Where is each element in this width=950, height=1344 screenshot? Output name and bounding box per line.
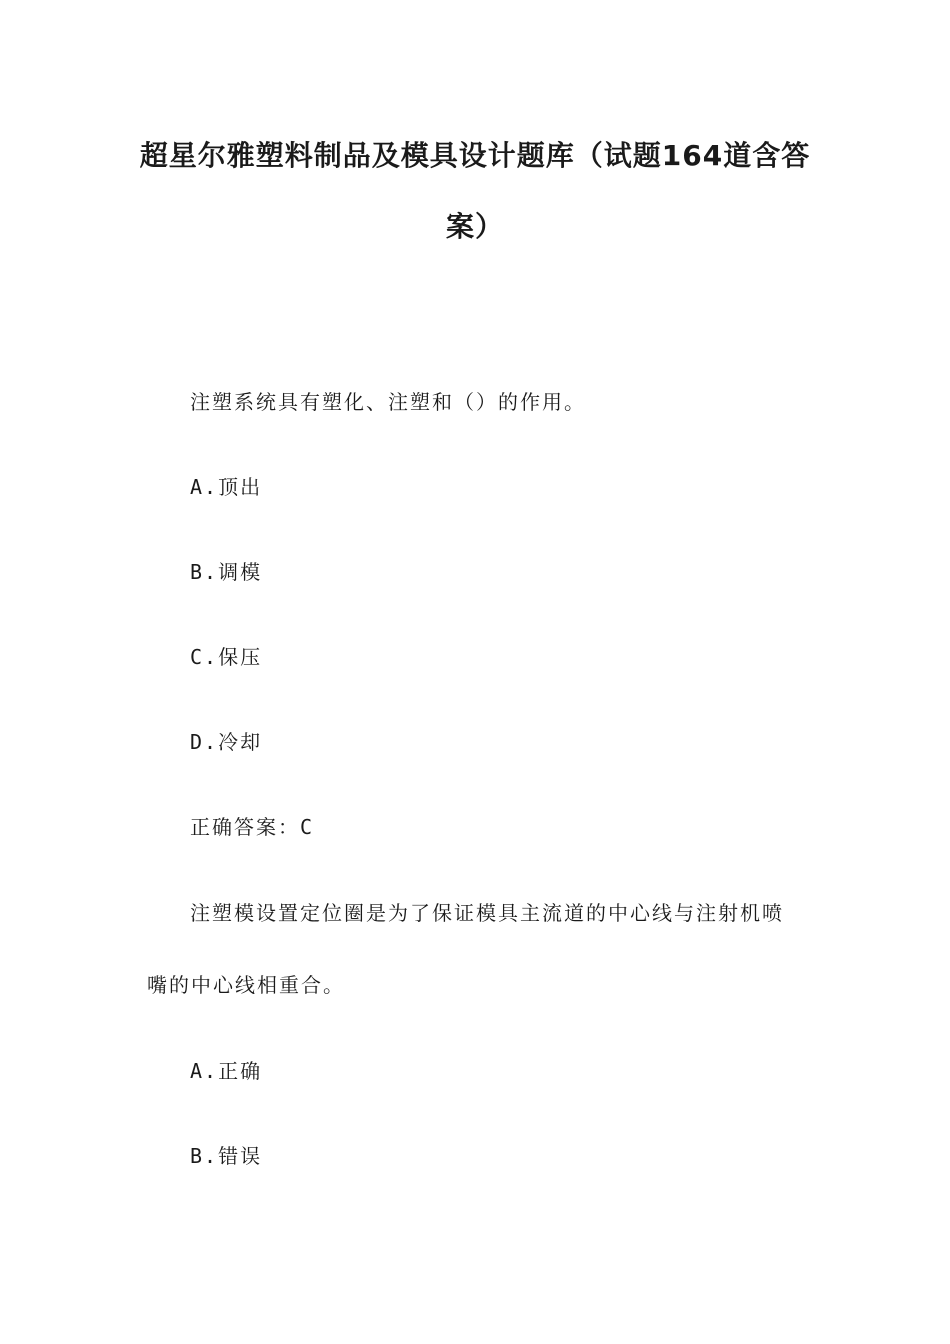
option-c: C.保压 bbox=[190, 645, 263, 669]
option-b: B.调模 bbox=[190, 560, 263, 584]
question-stem: 注塑系统具有塑化、注塑和（）的作用。 bbox=[190, 390, 586, 414]
option-b: B.错误 bbox=[190, 1144, 263, 1168]
question-stem-line-2: 嘴的中心线相重合。 bbox=[147, 973, 345, 997]
correct-answer: 正确答案：C bbox=[190, 815, 315, 839]
title-line-2: 案） bbox=[445, 210, 504, 243]
option-d: D.冷却 bbox=[190, 730, 263, 754]
title-line-1: 超星尔雅塑料制品及模具设计题库（试题164道含答 bbox=[139, 139, 811, 172]
question-stem-line-1: 注塑模设置定位圈是为了保证模具主流道的中心线与注射机喷 bbox=[190, 901, 784, 925]
option-a: A.正确 bbox=[190, 1059, 263, 1083]
option-a: A.顶出 bbox=[190, 475, 263, 499]
